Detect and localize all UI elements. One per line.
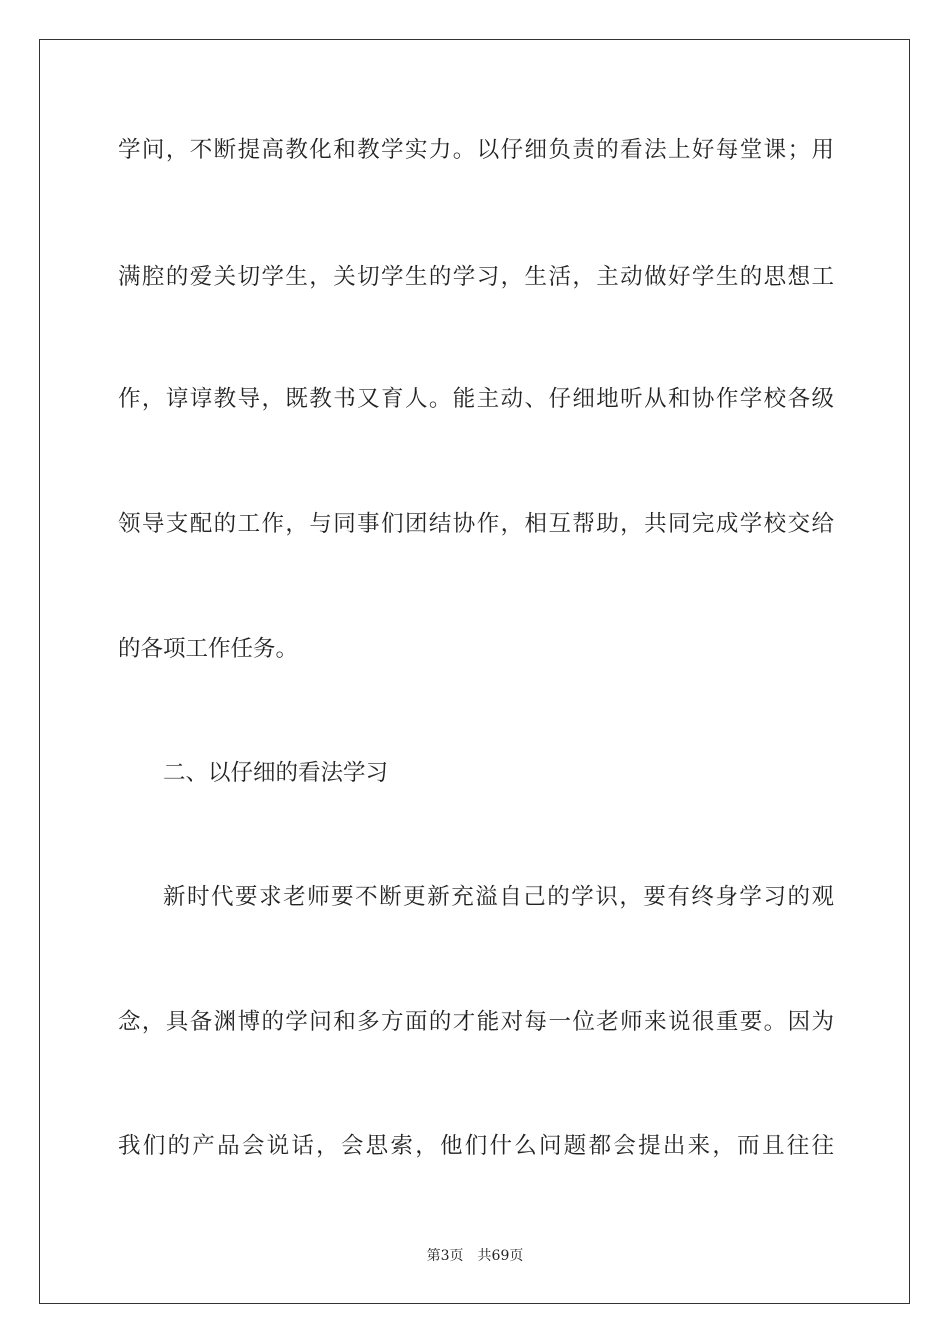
paragraph-line: 满腔的爱关切学生，关切学生的学习，生活，主动做好学生的思想工	[118, 264, 834, 290]
paragraph-line: 领导支配的工作，与同事们团结协作，相互帮助，共同完成学校交给	[118, 511, 834, 537]
paragraph-line: 念，具备渊博的学问和多方面的才能对每一位老师来说很重要。因为	[118, 1009, 834, 1035]
paragraph-line: 的各项工作任务。	[118, 636, 299, 662]
paragraph-line: 学问，不断提高教化和教学实力。以仔细负责的看法上好每堂课；用	[118, 137, 834, 163]
paragraph-line: 新时代要求老师要不断更新充溢自己的学识，要有终身学习的观	[163, 884, 834, 910]
paragraph-line: 作，谆谆教导，既教书又育人。能主动、仔细地听从和协作学校各级	[118, 386, 834, 412]
page-border	[39, 39, 910, 1304]
page-number: 第3页	[426, 1248, 464, 1264]
paragraph-line: 我们的产品会说话，会思索，他们什么问题都会提出来，而且往往	[118, 1133, 834, 1159]
page-footer	[0, 1246, 950, 1266]
section-heading: 二、以仔细的看法学习	[163, 760, 389, 786]
page-total: 共69页	[477, 1248, 524, 1264]
